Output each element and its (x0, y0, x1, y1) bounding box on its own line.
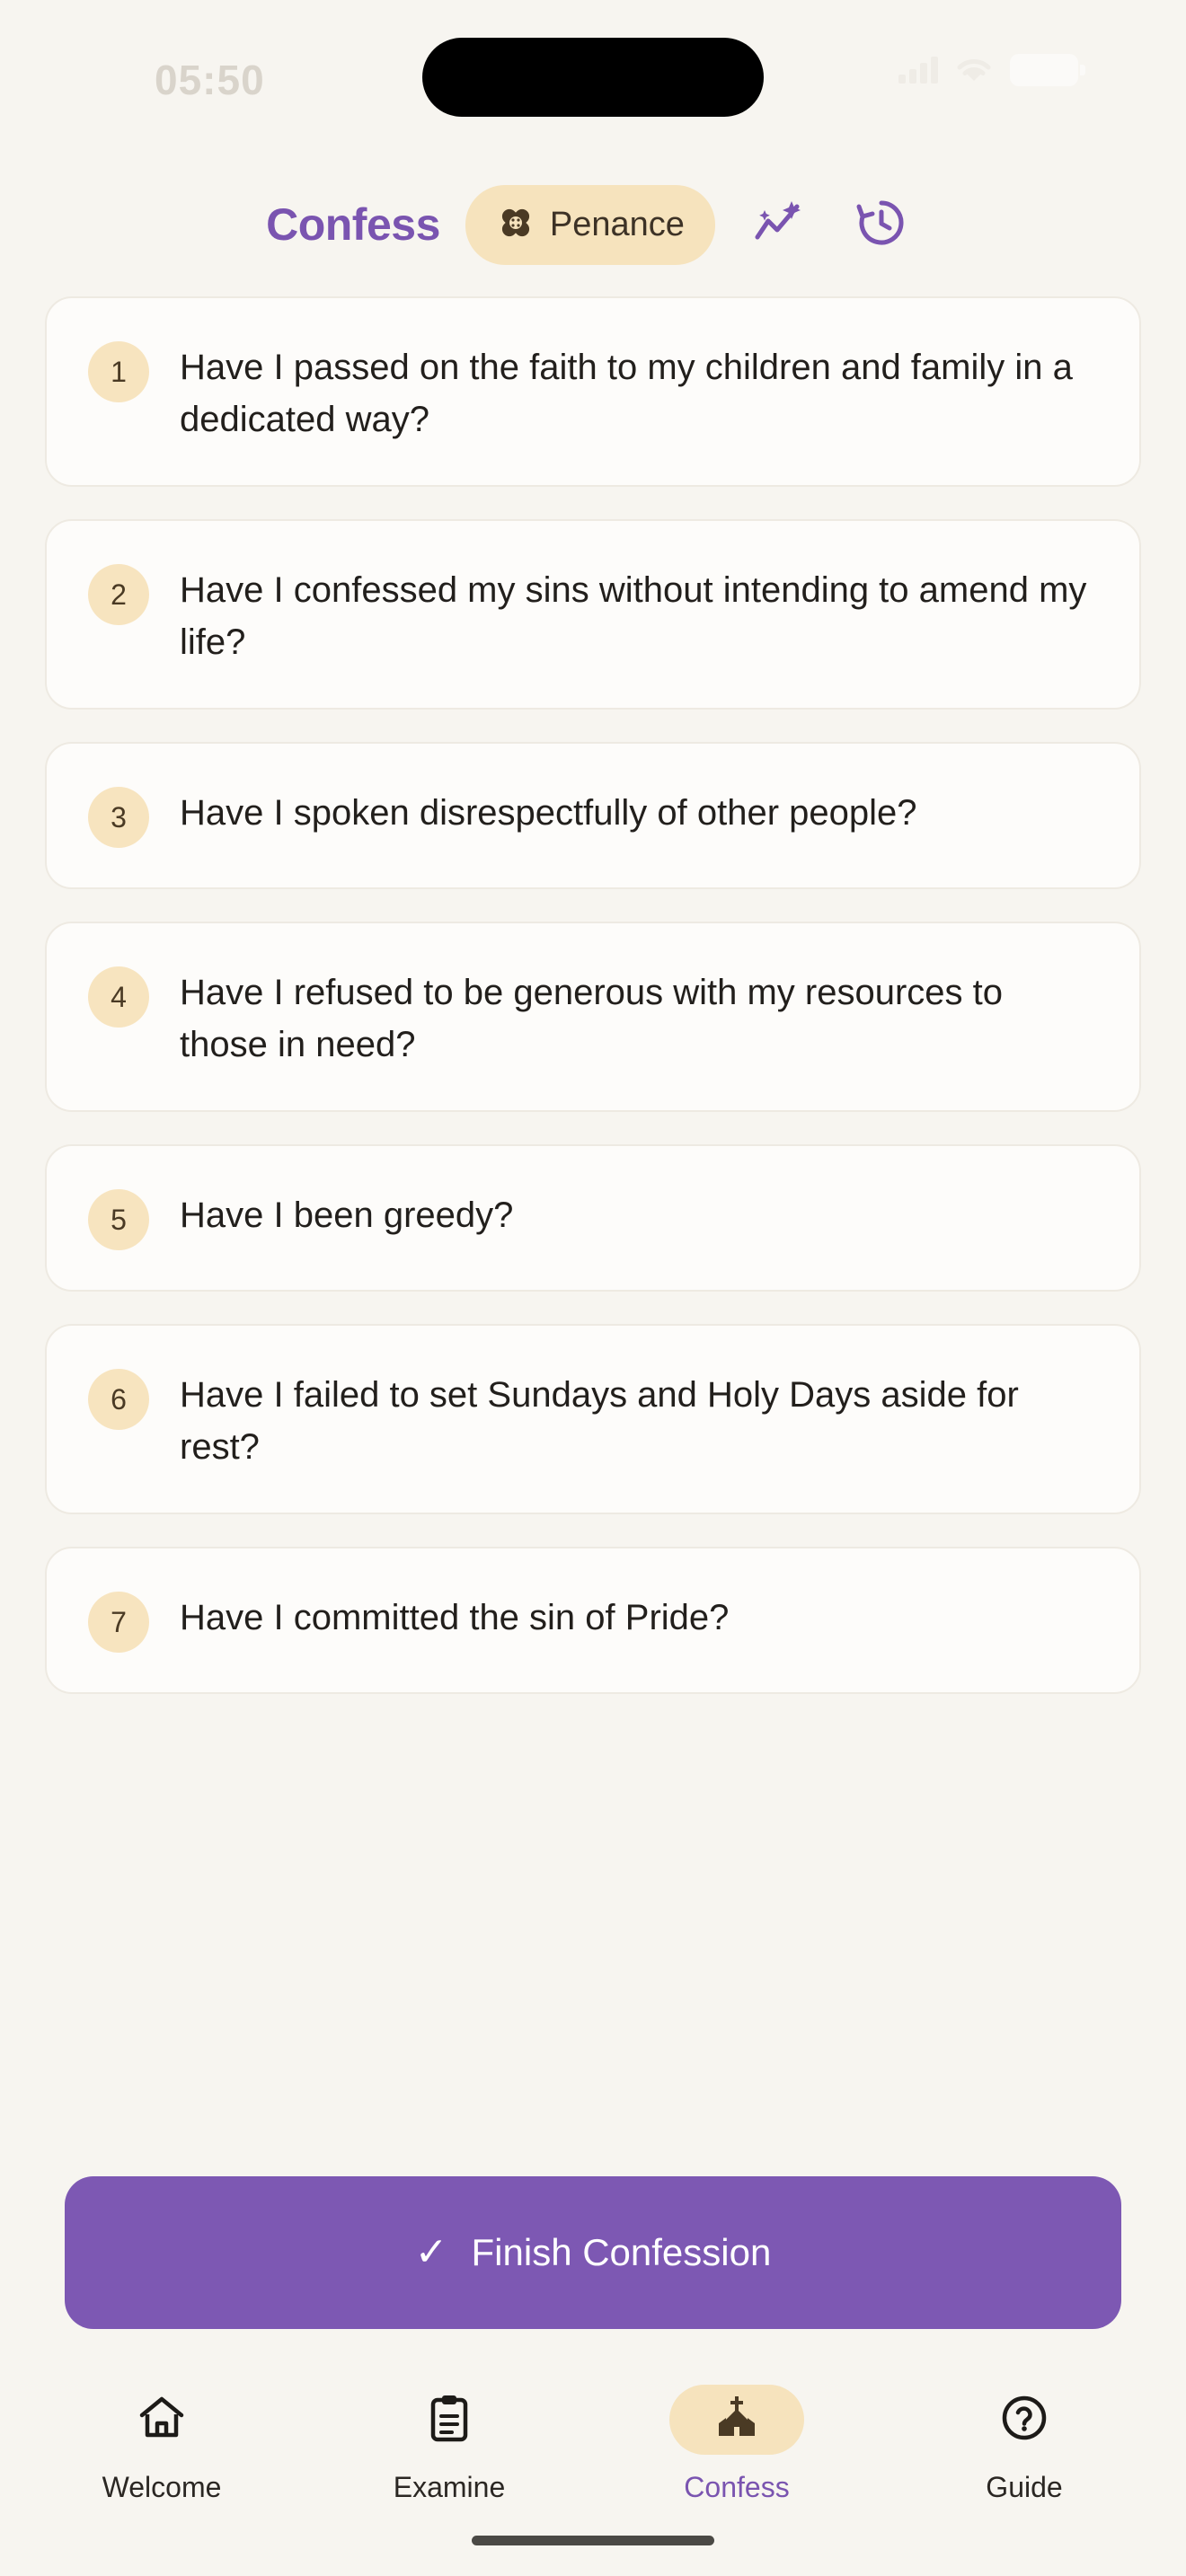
finish-confession-button[interactable] (65, 2176, 1121, 2329)
status-indicators (898, 54, 1078, 86)
tab-welcome-label: Welcome (102, 2471, 222, 2503)
question-card[interactable] (45, 1324, 1141, 1514)
bottom-tab-bar (0, 2329, 1186, 2504)
tab-confess-icon-wrap (669, 2385, 804, 2455)
tab-confess[interactable] (624, 2385, 849, 2504)
question-card[interactable] (45, 1144, 1141, 1292)
tab-examine[interactable] (337, 2385, 562, 2504)
tab-guide-label: Guide (986, 2471, 1063, 2503)
bottom-action-bar (0, 2137, 1186, 2329)
history-clock-icon (854, 195, 909, 255)
wifi-icon (954, 56, 994, 84)
question-number: 5 (88, 1189, 149, 1250)
question-text: Have I spoken disrespectfully of other people? (180, 793, 917, 833)
page-title: Confess (266, 199, 440, 250)
question-number: 3 (88, 787, 149, 848)
cellular-signal-icon (898, 57, 938, 84)
question-number: 7 (88, 1592, 149, 1653)
question-number: 1 (88, 341, 149, 402)
tab-confess-label: Confess (684, 2471, 790, 2503)
penance-chip-label: Penance (549, 205, 685, 243)
status-bar (0, 0, 1186, 153)
home-indicator (0, 2504, 1186, 2576)
battery-icon (1010, 54, 1078, 86)
tab-welcome-icon-wrap (94, 2385, 229, 2455)
question-circle-icon (999, 2393, 1049, 2448)
question-text: Have I passed on the faith to my children and family in a dedicated way? (180, 348, 1073, 439)
dynamic-island (422, 38, 764, 117)
question-number: 2 (88, 564, 149, 625)
tab-guide-icon-wrap (957, 2385, 1092, 2455)
question-text: Have I committed the sin of Pride? (180, 1598, 730, 1637)
home-icon (137, 2394, 187, 2447)
bandage-icon (496, 203, 535, 247)
clipboard-icon (427, 2393, 472, 2448)
check-icon: ✓ (414, 2230, 448, 2274)
question-text: Have I failed to set Sundays and Holy Days aside for rest? (180, 1375, 1019, 1467)
tab-guide[interactable] (912, 2385, 1137, 2504)
question-list[interactable] (0, 296, 1186, 2137)
question-text: Have I refused to be generous with my resources to those in need? (180, 973, 1004, 1064)
question-card[interactable] (45, 742, 1141, 889)
question-text: Have I confessed my sins without intending to amend my life? (180, 570, 1087, 662)
question-text: Have I been greedy? (180, 1195, 514, 1235)
tab-examine-label: Examine (393, 2471, 506, 2503)
history-button[interactable] (843, 186, 920, 263)
question-number: 4 (88, 966, 149, 1028)
penance-chip[interactable] (465, 185, 715, 265)
church-icon (712, 2393, 762, 2448)
status-time: 05:50 (155, 57, 265, 103)
question-number: 6 (88, 1369, 149, 1430)
home-indicator-bar (472, 2536, 714, 2545)
finish-confession-label: Finish Confession (471, 2231, 772, 2273)
insights-button[interactable] (740, 186, 818, 263)
question-card[interactable] (45, 519, 1141, 710)
sparkle-chart-icon (752, 198, 806, 252)
question-card[interactable] (45, 1547, 1141, 1694)
tab-welcome[interactable] (49, 2385, 274, 2504)
tab-examine-icon-wrap (382, 2385, 517, 2455)
app-header (0, 153, 1186, 296)
question-card[interactable] (45, 296, 1141, 487)
question-card[interactable] (45, 922, 1141, 1112)
